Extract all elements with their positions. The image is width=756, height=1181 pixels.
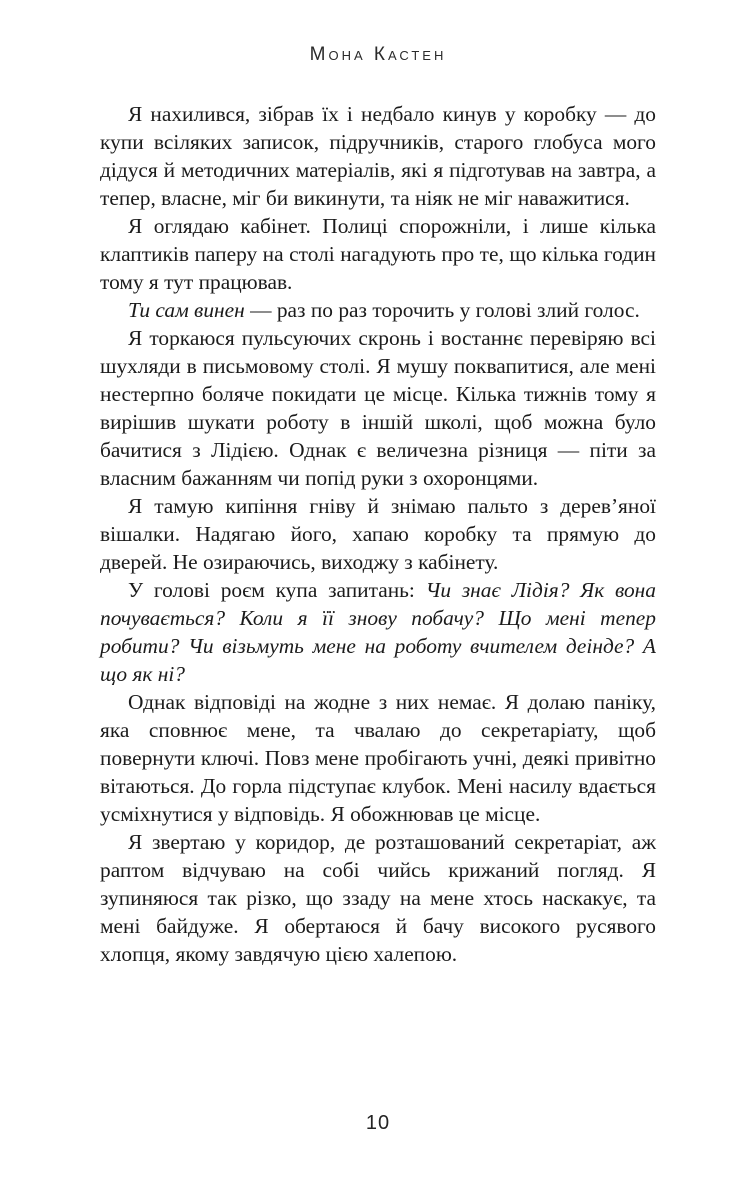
paragraph bbox=[100, 296, 656, 324]
text-run: Я торкаюся пульсуючих скронь і востаннє перевіряю всі шухляди в письмовому столі. Я мушу поквапитися, але мені нестерпно боляче покидати це місце. Кілька тижнів тому я вирішив шукати роботу в іншій школі, щоб можна було бачитися з Лідією. Однак є величезна різниця — піти за власним бажанням чи попід руки з охоронцями. bbox=[100, 326, 656, 490]
text-run: Я оглядаю кабінет. Полиці спорожніли, і лише кілька клаптиків паперу на столі нагадують про те, що кілька годин тому я тут працював. bbox=[100, 214, 656, 294]
text-run: Однак відповіді на жодне з них немає. Я долаю паніку, яка сповнює мене, та чвалаю до секретаріату, щоб повернути ключі. Повз мене пробігають учні, деякі привітно вітаються. До горла підступає клубок. Мені насилу вдається усміхнутися у відповідь. Я обожнював це місце. bbox=[100, 690, 656, 826]
text-run: У голові роєм купа запитань: bbox=[128, 578, 426, 602]
paragraph bbox=[100, 576, 656, 688]
text-run: — раз по раз торочить у голові злий голос. bbox=[244, 298, 640, 322]
italic-run: Чи знає Лідія? Як вона почувається? Коли я її знову побачу? Що мені тепер робити? Чи візьмуть мене на роботу вчителем деінде? А що як ні? bbox=[100, 578, 656, 686]
paragraph bbox=[100, 828, 656, 968]
page-number: 10 bbox=[365, 1112, 391, 1134]
running-header: Мона Кастен bbox=[309, 44, 447, 65]
paragraph bbox=[100, 324, 656, 492]
paragraph bbox=[100, 212, 656, 296]
text-run: Я нахилився, зібрав їх і недбало кинув у коробку — до купи всіляких записок, підручників, старого глобуса мого дідуся й методичних матеріалів, які я підготував на завтра, а тепер, власне, міг би викинути, та ніяк не міг наважитися. bbox=[100, 102, 656, 210]
paragraph bbox=[100, 492, 656, 576]
paragraph bbox=[100, 688, 656, 828]
body-text bbox=[100, 100, 656, 968]
italic-run: Ти сам винен bbox=[128, 298, 245, 322]
paragraph bbox=[100, 100, 656, 212]
text-run: Я звертаю у коридор, де розташований секретаріат, аж раптом відчуваю на собі чийсь крижаний погляд. Я зупиняюся так різко, що ззаду на мене хтось наскакує, та мені байдуже. Я обертаюся й бачу високого русявого хлопця, якому завдячую цією халепою. bbox=[100, 830, 656, 966]
text-run: Я тамую кипіння гніву й знімаю пальто з дерев’яної вішалки. Надягаю його, хапаю коробку та прямую до дверей. Не озираючись, виходжу з кабінету. bbox=[100, 494, 656, 574]
